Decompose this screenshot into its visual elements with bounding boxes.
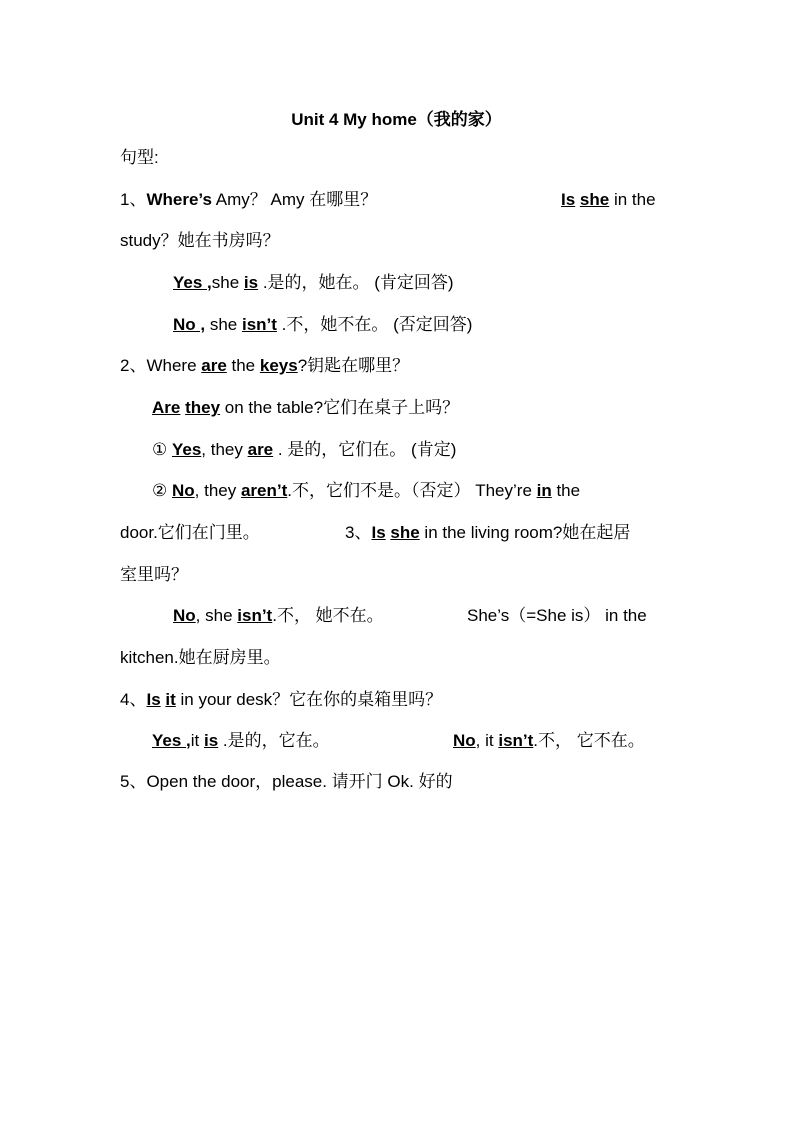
s4-no-mid: , it xyxy=(475,731,499,750)
s2-the-end: the xyxy=(551,481,581,500)
s3-rest2: 室里吗？ xyxy=(120,565,188,584)
s2-in: in xyxy=(536,481,552,500)
s2-no-rest: .不，它们不是。（否定） They’re xyxy=(287,481,537,500)
s2-are: are xyxy=(201,356,227,375)
s1-q-bold: Where’s xyxy=(146,190,212,209)
s4-no-rest: .不， 它不在。 xyxy=(533,731,645,750)
s2-no: No xyxy=(171,481,195,500)
s4-yes-rest: .是的，它在。 xyxy=(218,731,330,750)
s2-q-rest: on the table?它们在桌子上吗？ xyxy=(220,398,460,417)
s2-circle-2: ② xyxy=(152,481,168,500)
s2-circle-1: ① xyxy=(152,440,168,459)
s3-no-rest: .不， 她不在。 xyxy=(272,606,384,625)
s1-no-isnt: isn’t xyxy=(241,315,277,334)
s3-she: she xyxy=(390,523,420,542)
s3-num: 3、 xyxy=(345,523,372,542)
s5-text: 5、Open the door，please. 请开门 Ok. 好的 xyxy=(120,772,453,791)
s1-q2-she: she xyxy=(579,190,610,209)
s2-the: the xyxy=(226,356,260,375)
s4-no: No xyxy=(453,731,476,750)
s2-no-arent: aren’t xyxy=(240,481,288,500)
s2-yes: Yes xyxy=(171,440,202,459)
section-heading: 句型: xyxy=(120,148,159,167)
s4-yes: Yes , xyxy=(152,731,191,750)
s4-num: 4、 xyxy=(120,690,147,709)
s1-q2-is: Is xyxy=(561,190,576,209)
s2-yes-mid: , they xyxy=(201,440,248,459)
s4-rest: in your desk？它在你的桌箱里吗？ xyxy=(175,690,443,709)
s2-keys: keys xyxy=(259,356,298,375)
s4-no-isnt: isn’t xyxy=(498,731,534,750)
s1-yes-rest: .是的，她在。 (肯定回答) xyxy=(258,273,454,292)
s2-q-they: they xyxy=(185,398,221,417)
s1-yes-she: she xyxy=(211,273,244,292)
s1-q-rest: Amy？ Amy 在哪里？ xyxy=(211,190,378,209)
s2-num: 2、Where xyxy=(120,356,202,375)
s2-q-are: Are xyxy=(152,398,181,417)
s3-is: Is xyxy=(371,523,386,542)
s3-no-mid: , she xyxy=(195,606,238,625)
s3-rest: in the living room?她在起居 xyxy=(419,523,631,542)
s3-no-isnt: isn’t xyxy=(237,606,273,625)
s1-yes: Yes , xyxy=(173,273,212,292)
s1-yes-is: is xyxy=(243,273,259,292)
s4-yes-it: it xyxy=(190,731,204,750)
s1-q2-rest2: study？她在书房吗？ xyxy=(120,231,280,250)
s2-no-mid: , they xyxy=(194,481,241,500)
s4-is: Is xyxy=(146,690,161,709)
page-title: Unit 4 My home（我的家） xyxy=(291,110,502,129)
s2-door: door.它们在门里。 xyxy=(120,523,260,542)
s3-kitchen: kitchen.她在厨房里。 xyxy=(120,648,281,667)
s2-rest: ?钥匙在哪里？ xyxy=(297,356,410,375)
s1-q2-rest1: in the xyxy=(609,190,656,209)
s3-no: No xyxy=(173,606,196,625)
s3-shes: She’s（=She is） in the xyxy=(467,606,647,625)
s1-no-rest: .不，她不在。 (否定回答) xyxy=(276,315,473,334)
s4-it: it xyxy=(165,690,176,709)
s1-num: 1、 xyxy=(120,190,147,209)
s2-yes-are: are xyxy=(247,440,274,459)
s1-no-she: she xyxy=(205,315,242,334)
s4-yes-is: is xyxy=(204,731,219,750)
s1-no: No , xyxy=(173,315,206,334)
s2-yes-rest: . 是的，它们在。 (肯定) xyxy=(273,440,457,459)
